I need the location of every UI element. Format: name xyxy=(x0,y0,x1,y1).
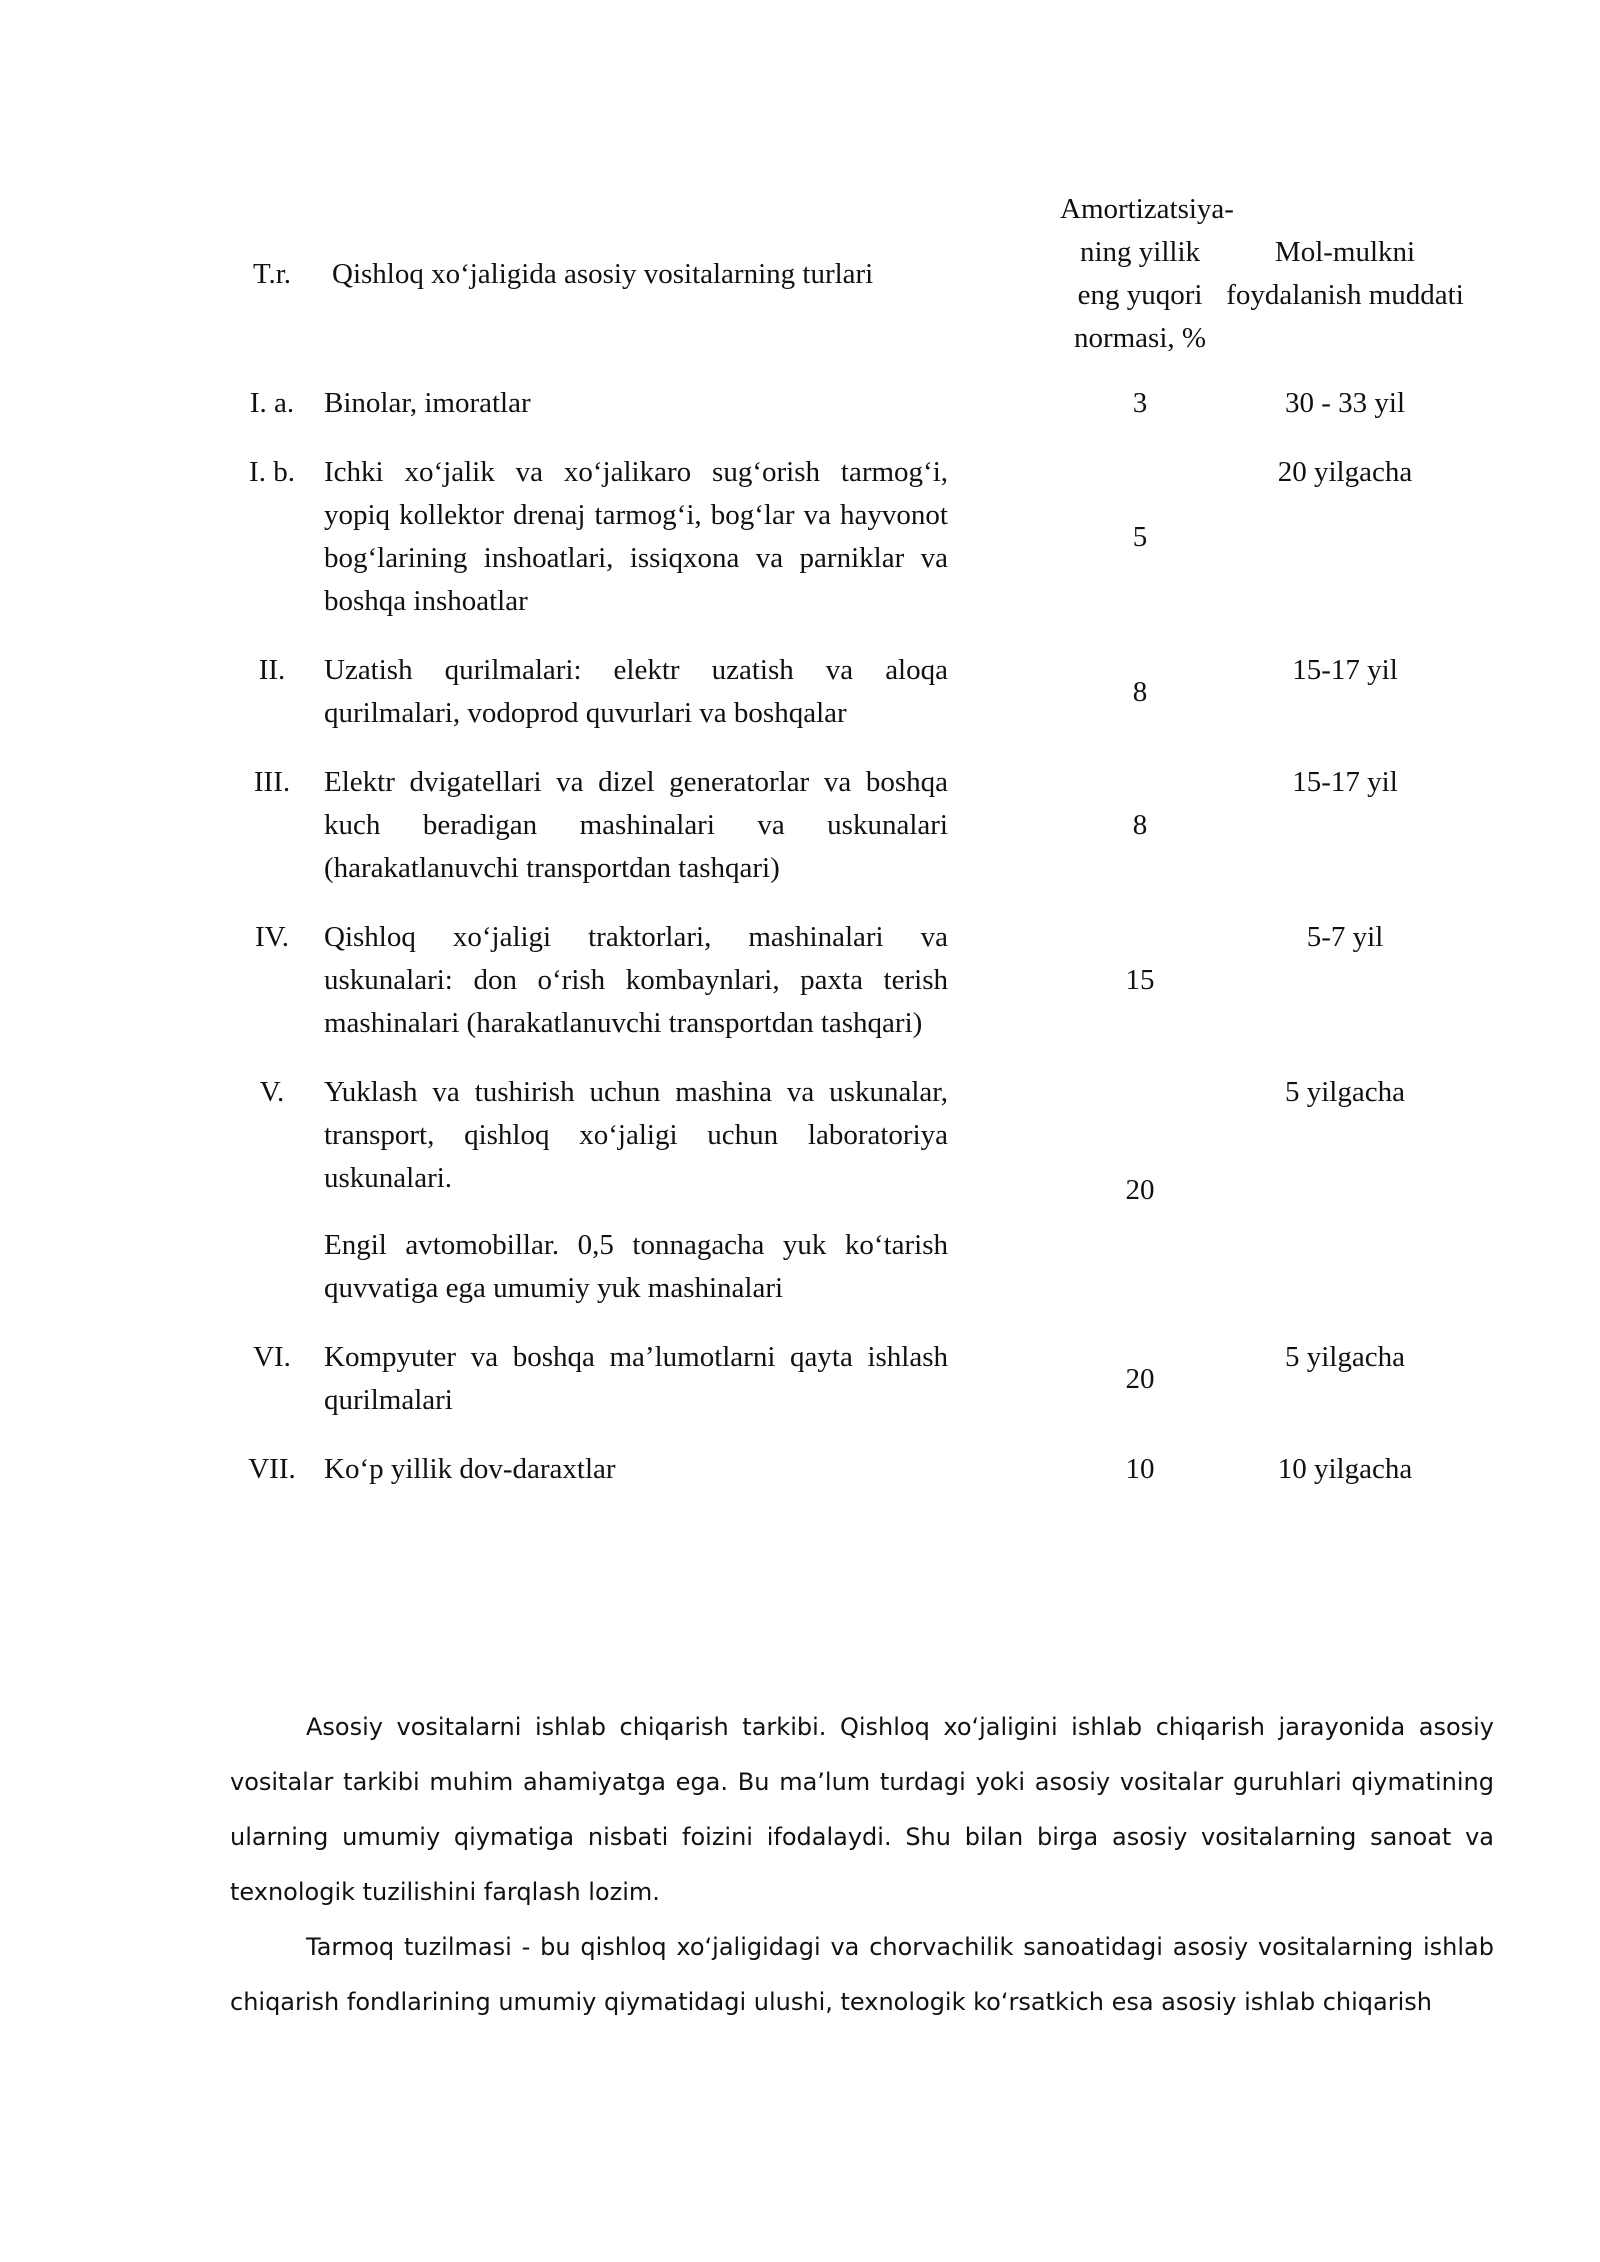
row-asset-type xyxy=(314,1336,1060,1448)
row-number: IV. xyxy=(254,921,290,953)
table-row xyxy=(230,916,1470,1071)
row-number: VII. xyxy=(248,1453,296,1485)
row-useful-life: 5 yilgacha xyxy=(1285,1076,1405,1108)
asset-type-text: Uzatish qurilmalari: elektr uzatish va aloqa qurilmalari, vodoprod quvurlari va boshqalar xyxy=(324,654,948,729)
row-depreciation-rate: 15 xyxy=(1125,964,1155,996)
asset-type-text: Ko‘p yillik dov-daraxtlar xyxy=(324,1453,616,1485)
row-depreciation-rate: 8 xyxy=(1132,809,1148,841)
row-useful-life: 15-17 yil xyxy=(1292,766,1398,798)
table-row xyxy=(230,451,1470,649)
row-depreciation-rate: 20 xyxy=(1125,1362,1155,1395)
row-asset-type xyxy=(314,382,1060,451)
row-useful-life: 10 yilgacha xyxy=(1277,1453,1413,1485)
header-number: T.r. xyxy=(252,257,292,290)
row-asset-type xyxy=(314,451,1060,649)
row-number: I. b. xyxy=(249,456,295,488)
header-row xyxy=(230,188,1470,382)
row-number: I. a. xyxy=(249,387,295,419)
asset-type-text: Binolar, imoratlar xyxy=(324,387,531,419)
asset-type-text: Elektr dvigatellari va dizel generatorlar va boshqa kuch beradigan mashinalari va uskunalari (harakatlanuvchi transportdan tashqari) xyxy=(324,766,948,884)
row-depreciation-rate: 10 xyxy=(1125,1453,1155,1485)
row-asset-type xyxy=(314,1071,1060,1336)
row-useful-life: 5 yilgacha xyxy=(1285,1341,1405,1373)
table-header xyxy=(230,188,1470,382)
table-row xyxy=(230,382,1470,451)
row-number: VI. xyxy=(253,1341,291,1373)
table-row xyxy=(230,1336,1470,1448)
depreciation-norms-table xyxy=(230,188,1470,1517)
row-number: V. xyxy=(259,1076,285,1108)
table-row xyxy=(230,761,1470,916)
row-asset-type xyxy=(314,916,1060,1071)
table-row xyxy=(230,1448,1470,1517)
header-depreciation-rate: Amortizatsiya-ning yillik eng yuqori normasi, % xyxy=(1060,193,1234,354)
row-asset-type xyxy=(314,761,1060,916)
row-number: II. xyxy=(258,654,286,686)
asset-type-text: Ichki xo‘jalik va xo‘jalikaro sug‘orish tarmog‘i, yopiq kollektor drenaj tarmog‘i, bog‘lar va hayvonot bog‘larining inshoatlari, issiqxona va parniklar va boshqa inshoatlar xyxy=(324,456,948,617)
table-body xyxy=(230,382,1470,1517)
paragraph: Asosiy vositalarni ishlab chiqarish tarkibi. Qishloq xo‘jaligini ishlab chiqarish jarayonida asosiy vositalar tarkibi muhim ahamiyatga ega. Bu ma’lum turdagi yoki asosiy vositalar guruhlari qiymatining ularning umumiy qiymatiga nisbati foizini ifodalaydi. Shu bilan birga asosiy vositalarning sanoat va texnologik tuzilishini farqlash lozim. xyxy=(230,1713,1494,1906)
row-number: III. xyxy=(253,766,291,798)
row-useful-life: 15-17 yil xyxy=(1292,654,1398,686)
row-useful-life: 5-7 yil xyxy=(1306,921,1384,953)
asset-type-text: Kompyuter va boshqa ma’lumotlarni qayta ishlash qurilmalari xyxy=(324,1341,948,1416)
row-depreciation-rate: 20 xyxy=(1125,1174,1155,1206)
row-depreciation-rate: 8 xyxy=(1132,675,1148,708)
row-depreciation-rate: 5 xyxy=(1132,520,1148,553)
asset-type-text: Engil avtomobillar. 0,5 tonnagacha yuk ko‘tarish quvvatiga ega umumiy yuk mashinalari xyxy=(324,1229,948,1304)
header-useful-life: Mol-mulkni foydalanish muddati xyxy=(1226,236,1464,311)
table-row xyxy=(230,1071,1470,1336)
row-useful-life: 20 yilgacha xyxy=(1277,456,1413,488)
row-asset-type xyxy=(314,1448,1060,1517)
row-depreciation-rate: 3 xyxy=(1132,387,1148,419)
table-row xyxy=(230,649,1470,761)
body-text xyxy=(230,1700,1494,2030)
row-useful-life: 30 - 33 yil xyxy=(1284,387,1406,419)
paragraph: Tarmoq tuzilmasi - bu qishloq xo‘jaligidagi va chorvachilik sanoatidagi asosiy vositalarning ishlab chiqarish fondlarining umumiy qiymatidagi ulushi, texnologik ko‘rsatkich esa asosiy ishlab chiqarish xyxy=(230,1933,1494,2016)
asset-type-text: Qishloq xo‘jaligi traktorlari, mashinalari va uskunalari: don o‘rish kombaynlari, paxta terish mashinalari (harakatlanuvchi transportdan tashqari) xyxy=(324,921,948,1039)
row-asset-type xyxy=(314,649,1060,761)
header-asset-type: Qishloq xo‘jaligida asosiy vositalarning turlari xyxy=(332,257,874,290)
asset-type-text: Yuklash va tushirish uchun mashina va uskunalar, transport, qishloq xo‘jaligi uchun laboratoriya uskunalari. xyxy=(324,1076,948,1194)
